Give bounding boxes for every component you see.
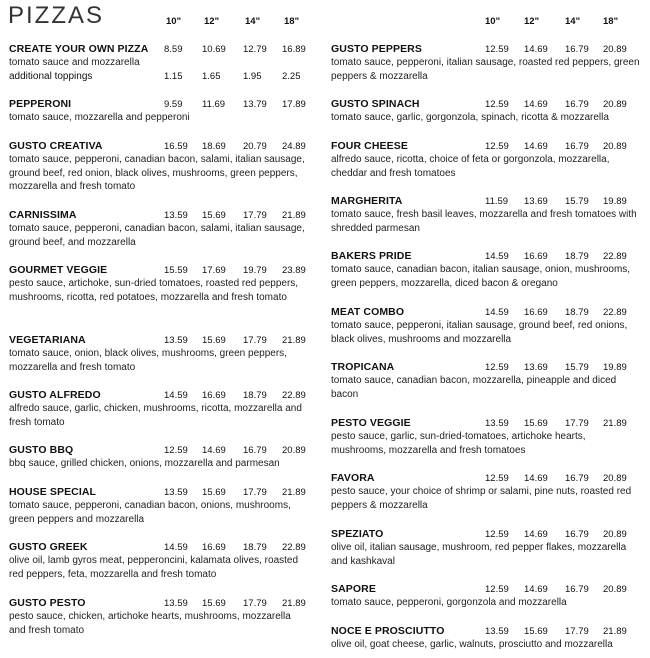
price-18in: 22.89 — [603, 251, 627, 262]
price-12in: 14.69 — [202, 445, 226, 456]
price-14in: 16.79 — [565, 44, 589, 55]
price-18in: 22.89 — [282, 542, 306, 553]
page-title: PIZZAS — [8, 2, 105, 29]
price-10in: 8.59 — [164, 44, 183, 55]
item-description: pesto sauce, chicken, artichoke hearts, mushrooms, mozzarella and fresh tomato — [9, 611, 291, 636]
menu-item — [331, 583, 641, 610]
item-description: olive oil, goat cheese, garlic, walnuts, prosciutto and mozzarella — [331, 639, 613, 650]
price-18in: 21.89 — [603, 418, 627, 429]
item-name: CARNISSIMA — [9, 209, 77, 221]
price-10in: 13.59 — [164, 487, 188, 498]
menu-item — [331, 625, 641, 652]
item-description: olive oil, lamb gyros meat, pepperoncini, kalamata olives, roasted red peppers, feta, mozzarella and fresh tomato — [9, 555, 299, 580]
menu-item-header — [9, 597, 309, 610]
price-10in: 12.59 — [485, 584, 509, 595]
item-description: alfredo sauce, ricotta, choice of feta or gorgonzola, mozzarella, cheddar and fresh tomatoes — [331, 154, 610, 179]
price-18in: 24.89 — [282, 141, 306, 152]
price-10in: 13.59 — [164, 335, 188, 346]
menu-item-header — [9, 140, 309, 153]
price-10in: 11.59 — [485, 196, 509, 207]
price-18in: 20.89 — [603, 473, 627, 484]
price-14in: 19.79 — [243, 265, 267, 276]
addon-price: 1.15 — [164, 70, 183, 82]
price-12in: 15.69 — [202, 335, 226, 346]
price-14in: 17.79 — [243, 210, 267, 221]
price-10in: 14.59 — [164, 390, 188, 401]
price-18in: 20.89 — [603, 99, 627, 110]
price-14in: 16.79 — [565, 141, 589, 152]
addon-price: 2.25 — [282, 70, 301, 82]
price-12in: 15.69 — [202, 487, 226, 498]
item-name: HOUSE SPECIAL — [9, 486, 97, 498]
item-description: tomato sauce, pepperoni, canadian bacon, salami, italian sausage, ground beef, and mozzarella — [9, 223, 305, 248]
price-10in: 12.59 — [485, 141, 509, 152]
menu-item-header — [9, 541, 309, 554]
item-name: GUSTO PESTO — [9, 597, 86, 609]
price-14in: 17.79 — [565, 626, 589, 637]
price-12in: 15.69 — [524, 626, 548, 637]
item-name: FOUR CHEESE — [331, 140, 408, 152]
price-10in: 12.59 — [164, 445, 188, 456]
item-name: NOCE E PROSCIUTTO — [331, 625, 445, 637]
size-label: 18" — [284, 16, 300, 27]
price-10in: 13.59 — [485, 418, 509, 429]
item-description: pesto sauce, artichoke, sun-dried tomatoes, roasted red peppers, mushrooms, ricotta, red potatoes, mozzarella and fresh tomato — [9, 278, 299, 303]
item-description: tomato sauce, pepperoni, gorgonzola and mozzarella — [331, 597, 567, 608]
price-12in: 16.69 — [524, 307, 548, 318]
price-10in: 14.59 — [485, 251, 509, 262]
price-12in: 16.69 — [202, 542, 226, 553]
item-name: FAVORA — [331, 472, 375, 484]
price-10in: 12.59 — [485, 473, 509, 484]
price-10in: 14.59 — [164, 542, 188, 553]
price-12in: 14.69 — [524, 141, 548, 152]
menu-item-header — [331, 361, 641, 374]
menu-item-header — [9, 444, 309, 457]
size-label: 14" — [245, 16, 261, 27]
item-name: SAPORE — [331, 583, 376, 595]
item-name: GUSTO GREEK — [9, 541, 88, 553]
price-10in: 12.59 — [485, 99, 509, 110]
addon-price: 1.65 — [202, 70, 221, 82]
item-description: olive oil, italian sausage, mushroom, red pepper flakes, mozzarella and kashkaval — [331, 542, 627, 567]
price-12in: 14.69 — [524, 584, 548, 595]
price-14in: 13.79 — [243, 99, 267, 110]
menu-item — [9, 140, 309, 194]
price-14in: 16.79 — [565, 473, 589, 484]
menu-item — [331, 98, 641, 125]
price-10in: 16.59 — [164, 141, 188, 152]
menu-item — [9, 43, 309, 84]
price-12in: 16.69 — [524, 251, 548, 262]
item-name: CREATE YOUR OWN PIZZA — [9, 43, 149, 55]
item-description: tomato sauce, pepperoni, italian sausage, roasted red peppers, green peppers & mozzarella — [331, 57, 640, 82]
menu-item-header — [9, 209, 309, 222]
price-18in: 19.89 — [603, 196, 627, 207]
price-14in: 17.79 — [243, 598, 267, 609]
price-12in: 15.69 — [524, 418, 548, 429]
addon-label: additional toppings — [9, 70, 93, 82]
item-description: tomato sauce, pepperoni, canadian bacon, onions, mushrooms, green peppers and mozzarella — [9, 500, 291, 525]
price-12in: 13.69 — [524, 362, 548, 373]
price-18in: 22.89 — [282, 390, 306, 401]
menu-item-header — [9, 486, 309, 499]
menu-item-header — [9, 334, 309, 347]
item-name: PESTO VEGGIE — [331, 417, 411, 429]
menu-item — [9, 334, 309, 374]
menu-item — [331, 140, 641, 180]
menu-item — [9, 264, 309, 304]
item-description: tomato sauce, fresh basil leaves, mozzarella and fresh tomatoes with shredded parmesan — [331, 209, 637, 234]
item-name: BAKERS PRIDE — [331, 250, 412, 262]
menu-item — [9, 444, 309, 471]
addon-price: 1.95 — [243, 70, 262, 82]
additional-toppings-row — [9, 70, 309, 84]
price-14in: 16.79 — [565, 99, 589, 110]
item-name: GUSTO BBQ — [9, 444, 74, 456]
menu-item-header — [331, 140, 641, 153]
price-14in: 18.79 — [243, 390, 267, 401]
menu-item-header — [331, 625, 641, 638]
price-12in: 14.69 — [524, 473, 548, 484]
price-12in: 13.69 — [524, 196, 548, 207]
price-14in: 15.79 — [565, 196, 589, 207]
menu-item — [9, 209, 309, 249]
price-10in: 12.59 — [485, 44, 509, 55]
size-label: 10" — [166, 16, 182, 27]
item-description: tomato sauce, canadian bacon, italian sausage, onion, mushrooms, green peppers, mozzarella, diced bacon & oregano — [331, 264, 631, 289]
price-14in: 17.79 — [243, 487, 267, 498]
item-description: alfredo sauce, garlic, chicken, mushrooms, ricotta, mozzarella and fresh tomato — [9, 403, 302, 428]
item-name: MEAT COMBO — [331, 306, 405, 318]
price-10in: 12.59 — [485, 529, 509, 540]
menu-item — [331, 306, 641, 346]
menu-item-header — [9, 389, 309, 402]
price-18in: 21.89 — [603, 626, 627, 637]
price-14in: 20.79 — [243, 141, 267, 152]
item-name: MARGHERITA — [331, 195, 403, 207]
price-12in: 18.69 — [202, 141, 226, 152]
price-14in: 18.79 — [565, 307, 589, 318]
menu-item-header — [331, 472, 641, 485]
menu-item — [9, 389, 309, 429]
menu-item — [9, 486, 309, 526]
item-description: tomato sauce, pepperoni, italian sausage, ground beef, red onions, black olives, mushrooms and mozzarella — [331, 320, 628, 345]
price-10in: 13.59 — [164, 598, 188, 609]
menu-item-header — [331, 528, 641, 541]
menu-item-header — [331, 583, 641, 596]
price-10in: 15.59 — [164, 265, 188, 276]
price-18in: 16.89 — [282, 44, 306, 55]
price-14in: 16.79 — [565, 529, 589, 540]
item-name: GOURMET VEGGIE — [9, 264, 108, 276]
price-18in: 21.89 — [282, 598, 306, 609]
price-12in: 14.69 — [524, 529, 548, 540]
menu-item-header — [331, 98, 641, 111]
price-12in: 11.69 — [202, 99, 226, 110]
price-12in: 16.69 — [202, 390, 226, 401]
price-14in: 17.79 — [243, 335, 267, 346]
size-label: 10" — [485, 16, 501, 27]
item-description: tomato sauce, mozzarella and pepperoni — [9, 112, 190, 123]
price-18in: 22.89 — [603, 307, 627, 318]
item-name: GUSTO PEPPERS — [331, 43, 422, 55]
menu-item — [331, 528, 641, 568]
price-10in: 9.59 — [164, 99, 183, 110]
price-14in: 16.79 — [243, 445, 267, 456]
menu-item — [331, 417, 641, 457]
price-14in: 18.79 — [565, 251, 589, 262]
price-18in: 19.89 — [603, 362, 627, 373]
price-12in: 10.69 — [202, 44, 226, 55]
price-18in: 17.89 — [282, 99, 306, 110]
menu-item-header — [331, 306, 641, 319]
item-name: GUSTO SPINACH — [331, 98, 420, 110]
item-name: GUSTO ALFREDO — [9, 389, 101, 401]
menu-item — [9, 597, 309, 637]
price-14in: 18.79 — [243, 542, 267, 553]
price-14in: 15.79 — [565, 362, 589, 373]
item-name: SPEZIATO — [331, 528, 384, 540]
price-18in: 20.89 — [603, 141, 627, 152]
price-10in: 13.59 — [485, 626, 509, 637]
price-14in: 17.79 — [565, 418, 589, 429]
item-description: tomato sauce, onion, black olives, mushrooms, green peppers, mozzarella and fresh tomato — [9, 348, 287, 373]
menu-item — [331, 43, 641, 83]
price-10in: 14.59 — [485, 307, 509, 318]
menu-item-header — [9, 43, 309, 56]
menu-item-header — [331, 195, 641, 208]
size-label: 12" — [204, 16, 220, 27]
item-description: tomato sauce, pepperoni, canadian bacon, salami, italian sausage, ground beef, red onion, black olives, mushrooms, green peppers, mozzarella and fresh tomato — [9, 154, 305, 192]
price-12in: 15.69 — [202, 210, 226, 221]
price-18in: 20.89 — [603, 584, 627, 595]
price-18in: 21.89 — [282, 487, 306, 498]
menu-item — [331, 195, 641, 235]
menu-item — [9, 541, 309, 581]
price-12in: 14.69 — [524, 44, 548, 55]
menu-item — [9, 98, 309, 125]
item-name: TROPICANA — [331, 361, 395, 373]
item-name: VEGETARIANA — [9, 334, 86, 346]
item-name: GUSTO CREATIVA — [9, 140, 103, 152]
item-name: PEPPERONI — [9, 98, 72, 110]
size-label: 14" — [565, 16, 581, 27]
menu-item — [331, 361, 641, 401]
price-12in: 14.69 — [524, 99, 548, 110]
size-label: 12" — [524, 16, 540, 27]
item-description: pesto sauce, garlic, sun-dried-tomatoes, artichoke hearts, mushrooms, mozzarella and fresh tomatoes — [331, 431, 586, 456]
menu-item-header — [331, 250, 641, 263]
price-18in: 23.89 — [282, 265, 306, 276]
price-18in: 20.89 — [603, 44, 627, 55]
price-18in: 21.89 — [282, 335, 306, 346]
price-18in: 20.89 — [603, 529, 627, 540]
item-description: tomato sauce, garlic, gorgonzola, spinach, ricotta & mozzarella — [331, 112, 609, 123]
item-description: bbq sauce, grilled chicken, onions, mozzarella and parmesan — [9, 458, 280, 469]
price-18in: 20.89 — [282, 445, 306, 456]
price-18in: 21.89 — [282, 210, 306, 221]
item-description: tomato sauce and mozzarella — [9, 57, 140, 68]
price-12in: 17.69 — [202, 265, 226, 276]
menu-item-header — [331, 43, 641, 56]
price-14in: 12.79 — [243, 44, 267, 55]
item-description: pesto sauce, your choice of shrimp or salami, pine nuts, roasted red peppers & mozzarella — [331, 486, 632, 511]
menu-item-header — [331, 417, 641, 430]
price-10in: 12.59 — [485, 362, 509, 373]
price-12in: 15.69 — [202, 598, 226, 609]
size-label: 18" — [603, 16, 619, 27]
price-10in: 13.59 — [164, 210, 188, 221]
menu-item — [331, 250, 641, 290]
item-description: tomato sauce, canadian bacon, mozzarella, pineapple and diced bacon — [331, 375, 617, 400]
menu-item — [331, 472, 641, 512]
menu-item-header — [9, 264, 309, 277]
price-14in: 16.79 — [565, 584, 589, 595]
menu-item-header — [9, 98, 309, 111]
